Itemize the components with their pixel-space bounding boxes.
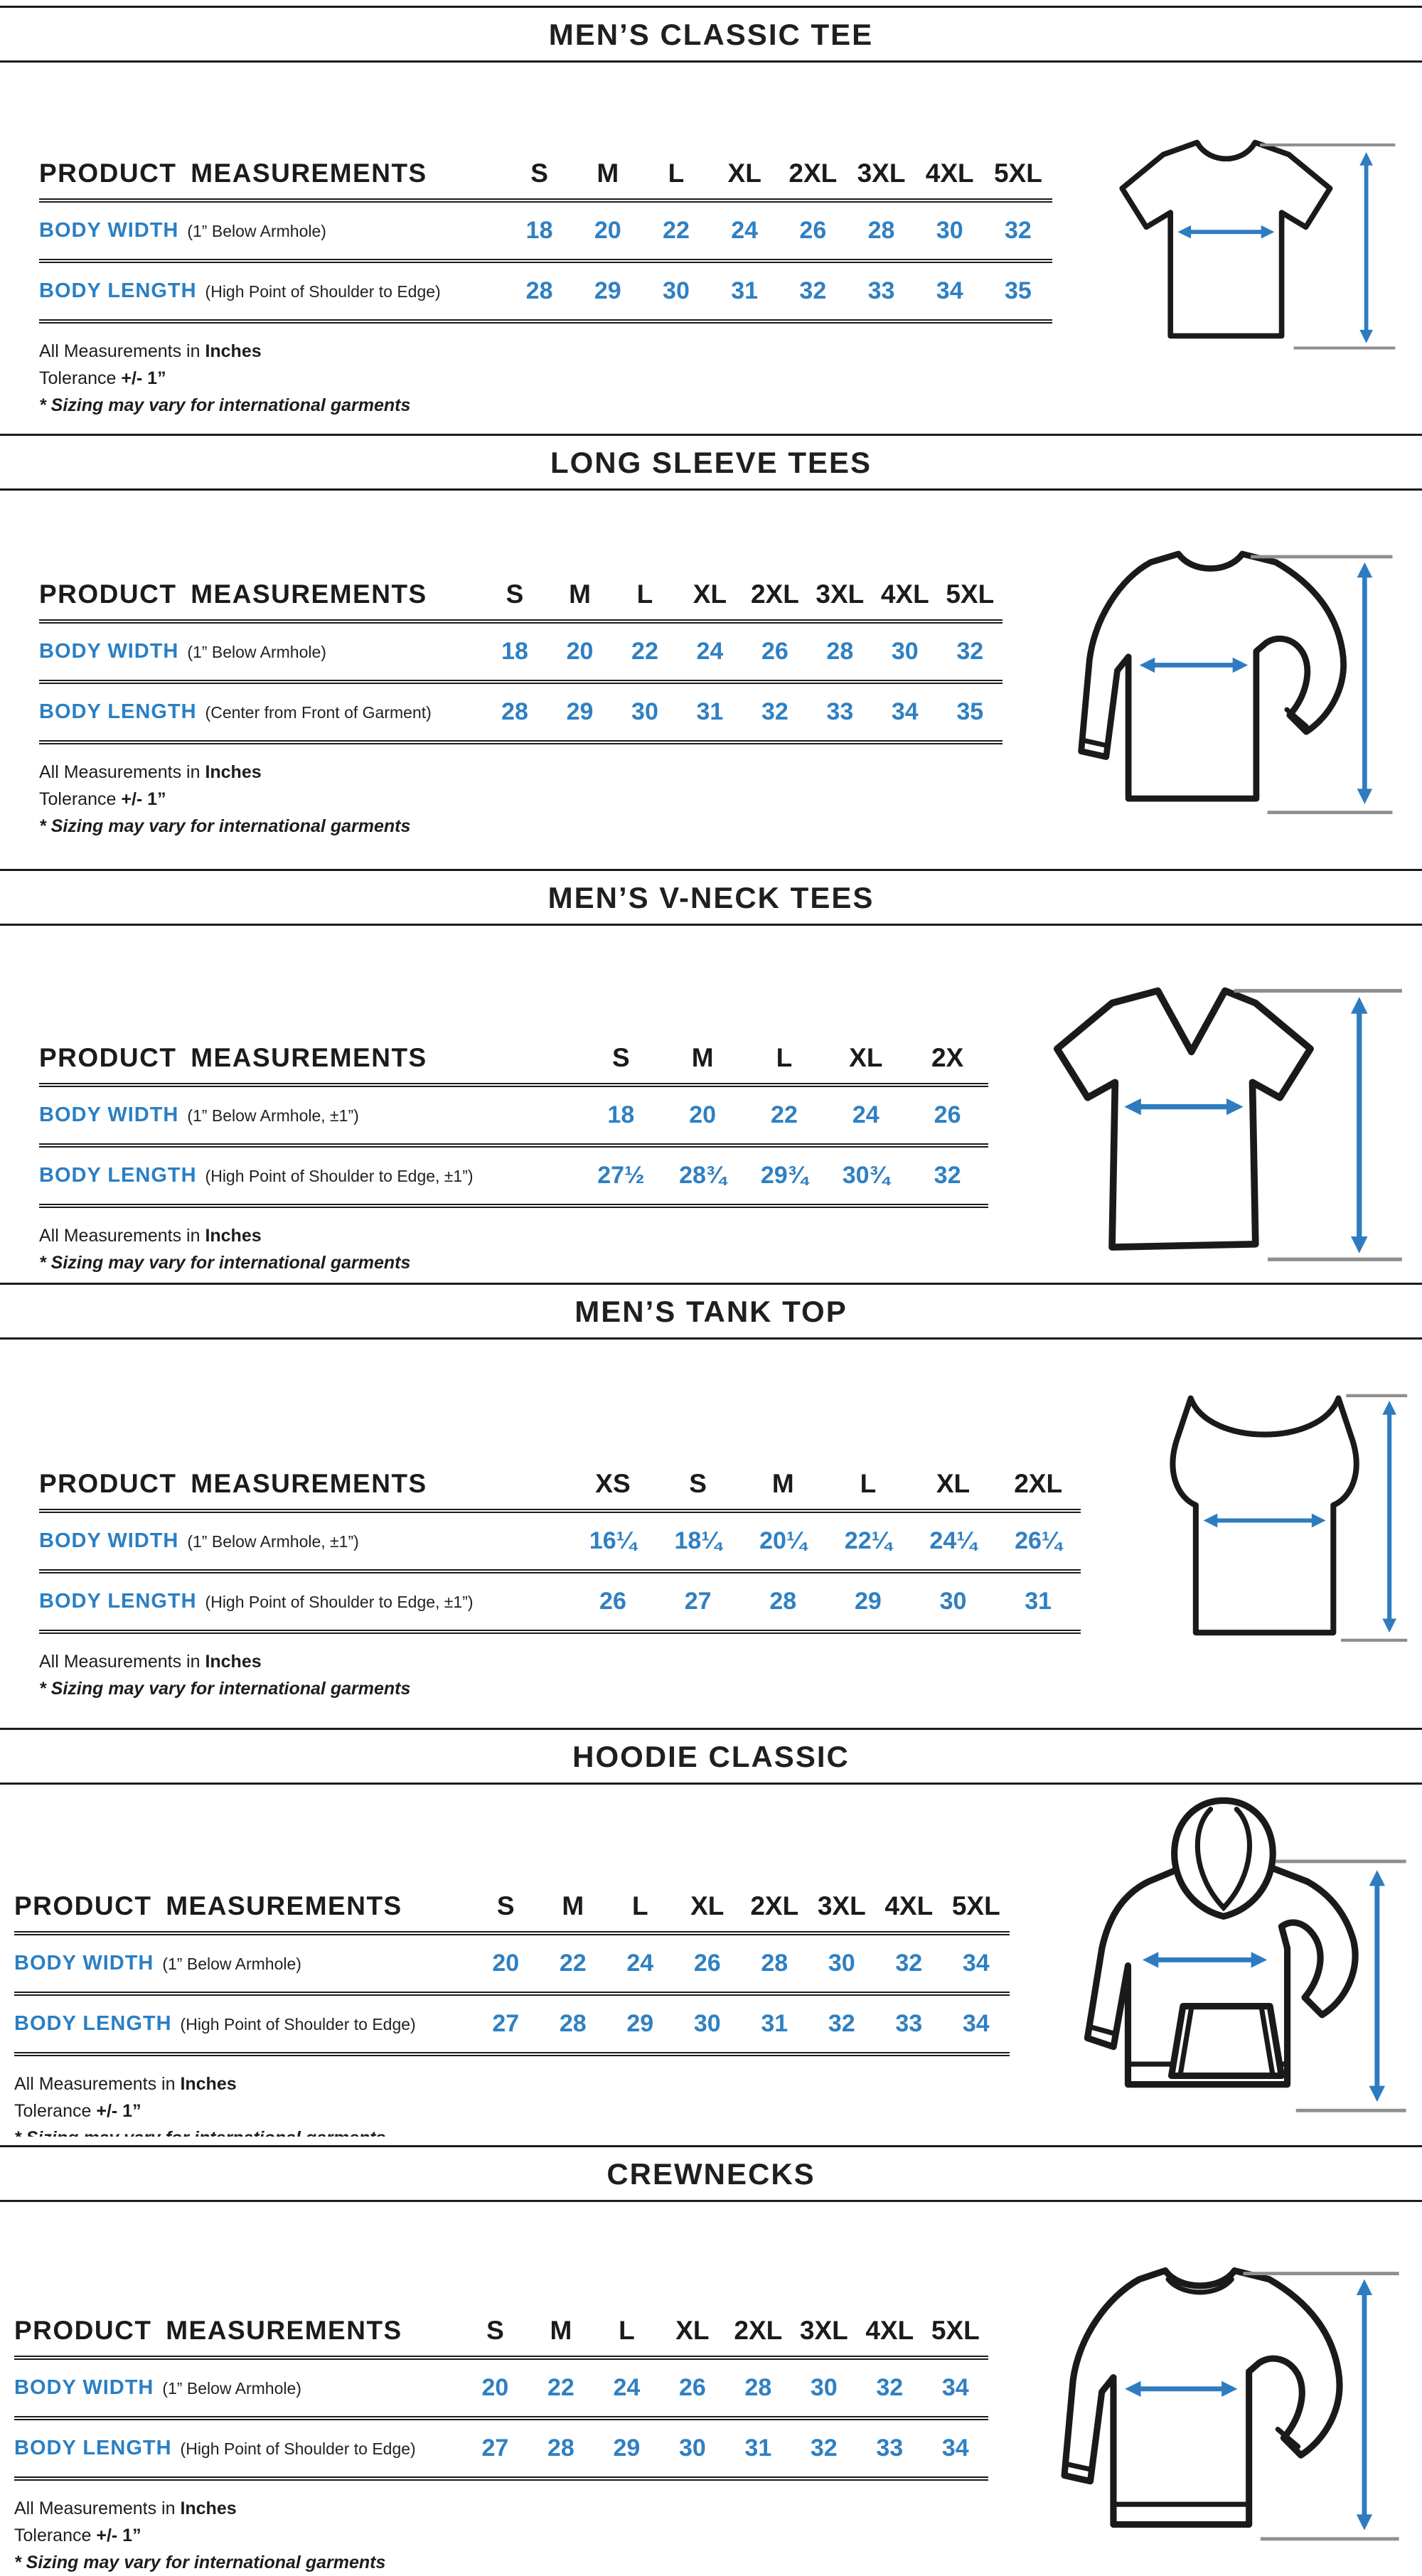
garment-illustration-vneck — [1017, 954, 1415, 1278]
garment-illustration-tank — [1109, 1377, 1415, 1664]
footnote-bold-text: Inches — [180, 2498, 237, 2518]
row-note: (High Point of Shoulder to Edge) — [180, 2439, 416, 2458]
section-mens-v-neck-tees — [0, 860, 1422, 1274]
illustration-area — [1081, 116, 1415, 361]
size-column-header: XL — [690, 1891, 725, 1920]
illustration-area — [1017, 2245, 1415, 2551]
measurement-value: 24 — [696, 638, 724, 665]
measurement-value: 16¼ — [589, 1527, 637, 1554]
footnotes — [39, 338, 1052, 419]
table-area — [14, 2309, 1017, 2576]
section-title: MEN’S V-NECK TEES — [547, 881, 875, 914]
section-title: MEN’S TANK TOP — [574, 1295, 848, 1328]
size-column-header: 2XL — [750, 1891, 799, 1920]
measurement-value: 32 — [1004, 217, 1032, 244]
footnotes — [39, 759, 1003, 840]
measurement-value: 34 — [962, 1950, 990, 1977]
footnote-sizing-note: * Sizing may vary for international garments — [39, 395, 411, 415]
garment-outline — [1057, 991, 1310, 1248]
row-note: (1” Below Armhole, ±1”) — [187, 1106, 359, 1125]
footnote-text: All Measurements in — [39, 341, 205, 361]
measurement-value: 28 — [867, 217, 895, 244]
table-header-label: PRODUCT MEASUREMENTS — [39, 1469, 427, 1498]
size-column-header: S — [530, 159, 548, 188]
size-column-header: M — [550, 2316, 572, 2345]
measurement-value: 35 — [956, 698, 984, 725]
size-column-header: 2XL — [1014, 1469, 1063, 1498]
size-column-header: 2XL — [750, 579, 799, 609]
size-column-header: XL — [727, 159, 761, 188]
size-column-header: 5XL — [931, 2316, 980, 2345]
measurement-value: 29 — [566, 698, 594, 725]
section-title: MEN’S CLASSIC TEE — [548, 18, 874, 51]
garment-illustration-crewneck — [1017, 2245, 1415, 2548]
footnote-bold-text: +/- 1” — [96, 2101, 141, 2121]
measurement-value: 31 — [1025, 1588, 1052, 1615]
measurement-value: 32 — [810, 2435, 838, 2462]
garment-outline — [1064, 2271, 1340, 2525]
measurement-value: 28 — [826, 638, 854, 665]
size-column-header: XL — [693, 579, 727, 609]
size-column-header: 3XL — [857, 159, 906, 188]
measurements-table — [39, 151, 1052, 324]
measurement-value: 22 — [631, 638, 658, 665]
measurement-value: 26 — [678, 2374, 706, 2401]
measurement-value: 18¼ — [674, 1527, 722, 1554]
row-label: BODY WIDTH — [14, 1952, 154, 1974]
row-label: BODY LENGTH — [39, 1164, 197, 1187]
section-mens-classic-tee — [0, 0, 1422, 425]
size-column-header: L — [636, 579, 653, 609]
row-note: (High Point of Shoulder to Edge, ±1”) — [205, 1167, 474, 1185]
illustration-area — [1031, 526, 1415, 835]
row-note: (1” Below Armhole) — [162, 2379, 301, 2398]
garment-illustration-longsleeve — [1031, 526, 1415, 832]
measurements-table — [14, 1884, 1010, 2056]
measurement-value: 34 — [962, 2010, 990, 2037]
table-row-label-cell — [14, 2362, 462, 2414]
garment-illustration-tee — [1081, 116, 1415, 358]
hood-outline — [1175, 1800, 1273, 1916]
footnote-text: All Measurements in — [14, 2074, 181, 2094]
body-length-arrow-icon — [1369, 1870, 1385, 2102]
footnote-bold-text: Inches — [205, 762, 262, 782]
row-label: BODY WIDTH — [39, 640, 179, 663]
measurement-value: 26 — [761, 638, 788, 665]
measurement-value: 22 — [663, 217, 690, 244]
measurements-table — [14, 2309, 988, 2481]
footnote-sizing-note: * Sizing may vary for international garments — [39, 1253, 411, 1273]
table-header-label: PRODUCT MEASUREMENTS — [39, 579, 427, 609]
measurement-value: 26 — [934, 1101, 961, 1128]
measurement-value: 32 — [895, 1950, 923, 1977]
measurement-value: 33 — [895, 2010, 923, 2037]
footnote-text: Tolerance — [39, 789, 122, 809]
measurement-value: 20¼ — [759, 1527, 807, 1554]
table-area — [14, 1884, 1038, 2152]
table-header-label: PRODUCT MEASUREMENTS — [14, 1891, 402, 1920]
size-column-header: S — [496, 1891, 515, 1920]
footnote-text: All Measurements in — [39, 1652, 205, 1672]
measurement-value: 34 — [941, 2374, 969, 2401]
measurement-value: 32 — [799, 277, 827, 304]
section-hoodie-classic — [0, 1719, 1422, 2137]
measurements-table — [39, 572, 1003, 744]
measurements-table — [39, 1036, 988, 1208]
footnote-line — [39, 1222, 988, 1249]
section-title: HOODIE CLASSIC — [572, 1740, 850, 1773]
section-content — [0, 1785, 1422, 2152]
size-column-header: M — [771, 1469, 794, 1498]
row-note: (1” Below Armhole) — [162, 1955, 301, 1973]
size-column-header: 2X — [931, 1043, 964, 1072]
size-column-header: 5XL — [951, 1891, 1000, 1920]
size-column-header: XL — [675, 2316, 710, 2345]
footnote-sizing-note: * Sizing may vary for international garments — [39, 816, 411, 836]
row-divider — [39, 319, 1052, 324]
table-row-label-cell — [14, 2422, 462, 2474]
size-column-header: L — [776, 1043, 793, 1072]
table-header-label: PRODUCT MEASUREMENTS — [14, 2316, 402, 2345]
measurement-value: 30 — [810, 2374, 838, 2401]
row-label: BODY WIDTH — [39, 1103, 179, 1126]
size-column-header: L — [860, 1469, 877, 1498]
section-crewnecks — [0, 2137, 1422, 2572]
row-label: BODY LENGTH — [39, 1590, 197, 1613]
measurement-value: 18 — [607, 1101, 635, 1128]
footnote-line — [14, 2495, 988, 2522]
row-label: BODY LENGTH — [39, 279, 197, 302]
measurement-value: 20 — [481, 2374, 509, 2401]
size-column-header: S — [689, 1469, 707, 1498]
measurement-value: 24 — [852, 1101, 880, 1128]
table-row-label-cell — [39, 1576, 570, 1628]
section-title: CREWNECKS — [606, 2157, 816, 2191]
size-column-header: M — [569, 579, 591, 609]
size-column-header: 4XL — [925, 159, 974, 188]
body-length-arrow-icon — [1357, 562, 1373, 804]
row-note: (1” Below Armhole) — [187, 222, 326, 240]
measurement-value: 30 — [828, 1950, 855, 1977]
footnotes — [39, 1648, 1081, 1702]
table-row-label-cell — [39, 1150, 580, 1202]
body-length-arrow-icon — [1382, 1401, 1396, 1632]
table-row-label-cell — [39, 686, 482, 738]
illustration-area — [1109, 1377, 1415, 1668]
footnote-sizing-note: * Sizing may vary for international garments — [39, 1679, 411, 1699]
measurement-value: 20 — [594, 217, 621, 244]
measurement-value: 32 — [876, 2374, 904, 2401]
measurement-value: 29 — [613, 2435, 641, 2462]
table-header-label: PRODUCT MEASUREMENTS — [39, 1043, 427, 1072]
section-mens-tank-top — [0, 1274, 1422, 1719]
measurement-value: 30 — [693, 2010, 721, 2037]
row-note: (High Point of Shoulder to Edge, ±1”) — [205, 1593, 474, 1611]
size-column-header: 2XL — [734, 2316, 783, 2345]
garment-illustration-hoodie — [1038, 1786, 1415, 2138]
row-label: BODY LENGTH — [14, 2012, 172, 2035]
section-content — [0, 926, 1422, 1281]
row-note: (1” Below Armhole) — [187, 643, 326, 661]
table-area — [39, 151, 1081, 419]
measurement-value: 30 — [678, 2435, 706, 2462]
measurement-value: 24¼ — [929, 1527, 977, 1554]
measurement-value: 34 — [891, 698, 919, 725]
footnote-text: All Measurements in — [14, 2498, 181, 2518]
row-label: BODY WIDTH — [14, 2376, 154, 2399]
footnote-sizing-note: * Sizing may vary for international garments — [14, 2553, 386, 2572]
footnote-bold-text: Inches — [205, 1226, 262, 1246]
footnote-text: All Measurements in — [39, 762, 205, 782]
illustration-area — [1017, 954, 1415, 1281]
size-column-header: L — [631, 1891, 648, 1920]
measurement-value: 28 — [525, 277, 553, 304]
measurement-value: 32 — [828, 2010, 855, 2037]
measurement-value: 22 — [771, 1101, 798, 1128]
measurement-value: 24 — [731, 217, 759, 244]
footnote-text: All Measurements in — [39, 1226, 205, 1246]
measurement-value: 27 — [684, 1588, 712, 1615]
body-length-arrow-icon — [1351, 997, 1368, 1254]
measurement-value: 22¼ — [844, 1527, 892, 1554]
measurement-value: 30 — [939, 1588, 967, 1615]
footnote-line — [39, 338, 1052, 365]
measurement-value: 27½ — [597, 1162, 645, 1189]
table-row-label-cell — [39, 1089, 580, 1141]
measurement-value: 32 — [934, 1162, 961, 1189]
footnote-line — [39, 759, 1003, 786]
body-length-arrow-icon — [1357, 2280, 1372, 2530]
measurement-value: 31 — [696, 698, 724, 725]
section-long-sleeve-tees — [0, 425, 1422, 860]
row-label: BODY LENGTH — [14, 2437, 172, 2459]
footnote-bold-text: Inches — [180, 2074, 237, 2094]
footnote-line — [39, 365, 1052, 392]
row-divider — [39, 1630, 1081, 1634]
measurement-value: 22 — [559, 1950, 587, 1977]
measurement-value: 29 — [626, 2010, 654, 2037]
measurement-value: 34 — [941, 2435, 969, 2462]
footnote-bold-text: +/- 1” — [121, 368, 166, 388]
table-row-label-cell — [14, 1998, 472, 2050]
illustration-area — [1038, 1786, 1415, 2142]
section-content — [0, 63, 1422, 419]
measurement-value: 28 — [559, 2010, 587, 2037]
row-note: (High Point of Shoulder to Edge) — [205, 282, 441, 301]
size-column-header: 3XL — [817, 1891, 866, 1920]
size-column-header: 3XL — [816, 579, 865, 609]
measurement-value: 26 — [693, 1950, 721, 1977]
measurement-value: 28 — [501, 698, 528, 725]
measurement-value: 30 — [891, 638, 919, 665]
footnote-text: Tolerance — [39, 368, 122, 388]
measurement-value: 28 — [744, 2374, 772, 2401]
footnote-text: Tolerance — [14, 2526, 97, 2545]
measurements-table — [39, 1462, 1081, 1634]
measurement-value: 32 — [761, 698, 788, 725]
measurement-value: 18 — [525, 217, 553, 244]
section-content — [0, 2202, 1422, 2576]
size-column-header: XL — [849, 1043, 883, 1072]
table-row-label-cell — [39, 1515, 570, 1567]
measurement-value: 30 — [631, 698, 658, 725]
size-column-header: L — [619, 2316, 635, 2345]
measurement-value: 28 — [547, 2435, 574, 2462]
table-row-label-cell — [14, 1938, 472, 1989]
row-note: (High Point of Shoulder to Edge) — [180, 2015, 416, 2033]
footnote-line — [14, 2070, 1010, 2097]
measurement-value: 30¾ — [842, 1162, 889, 1189]
garment-outline — [1172, 1399, 1356, 1633]
measurement-value: 30 — [663, 277, 690, 304]
footnote-bold-text: +/- 1” — [96, 2526, 141, 2545]
body-length-arrow-icon — [1359, 152, 1373, 343]
garment-outline — [1081, 554, 1344, 798]
table-area — [39, 572, 1031, 840]
row-divider — [39, 740, 1003, 744]
table-row-label-cell — [39, 205, 506, 257]
size-column-header: XS — [595, 1469, 631, 1498]
size-column-header: M — [562, 1891, 584, 1920]
measurement-value: 32 — [956, 638, 984, 665]
footnote-line — [14, 2097, 1010, 2125]
measurement-value: 33 — [876, 2435, 904, 2462]
footnotes — [14, 2495, 988, 2576]
section-content — [0, 491, 1422, 840]
measurement-value: 35 — [1004, 277, 1032, 304]
measurement-value: 33 — [826, 698, 854, 725]
garment-outline — [1122, 142, 1330, 336]
row-note: (Center from Front of Garment) — [205, 703, 432, 722]
measurement-value: 31 — [744, 2435, 772, 2462]
measurement-value: 29 — [594, 277, 621, 304]
size-column-header: M — [691, 1043, 714, 1072]
row-note: (1” Below Armhole, ±1”) — [187, 1532, 359, 1551]
footnote-bold-text: +/- 1” — [121, 789, 166, 809]
measurement-value: 33 — [867, 277, 895, 304]
measurement-value: 31 — [731, 277, 759, 304]
footnotes — [39, 1222, 988, 1276]
measurement-value: 34 — [936, 277, 963, 304]
measurement-value: 24 — [613, 2374, 641, 2401]
table-area — [39, 1036, 1017, 1276]
measurement-value: 30 — [936, 217, 963, 244]
size-column-header: XL — [936, 1469, 971, 1498]
measurement-value: 20 — [492, 1950, 520, 1977]
footnote-line — [14, 2522, 988, 2549]
measurement-value: 26¼ — [1015, 1527, 1062, 1554]
footnote-bold-text: Inches — [205, 341, 262, 361]
measurement-value: 31 — [761, 2010, 788, 2037]
measurement-value: 22 — [547, 2374, 574, 2401]
measurement-value: 26 — [799, 217, 827, 244]
table-row-label-cell — [39, 265, 506, 317]
measurement-value: 27 — [492, 2010, 520, 2037]
size-column-header: 5XL — [946, 579, 995, 609]
size-column-header: 3XL — [799, 2316, 848, 2345]
size-column-header: 4XL — [880, 579, 929, 609]
measurement-value: 28 — [769, 1588, 797, 1615]
measurement-value: 27 — [481, 2435, 509, 2462]
row-label: BODY LENGTH — [39, 700, 197, 723]
size-column-header: 4XL — [865, 2316, 914, 2345]
table-row-label-cell — [39, 626, 482, 678]
footnote-text: Tolerance — [14, 2101, 97, 2121]
row-divider — [39, 1204, 988, 1208]
size-column-header: S — [506, 579, 524, 609]
size-column-header: 5XL — [993, 159, 1042, 188]
footnote-line — [39, 786, 1003, 813]
size-column-header: S — [612, 1043, 630, 1072]
section-content — [0, 1340, 1422, 1702]
row-divider — [14, 2476, 988, 2481]
size-column-header: L — [668, 159, 685, 188]
measurement-value: 26 — [599, 1588, 626, 1615]
measurement-value: 29 — [854, 1588, 882, 1615]
table-area — [39, 1462, 1109, 1702]
section-title: LONG SLEEVE TEES — [550, 446, 872, 479]
footnote-bold-text: Inches — [205, 1652, 262, 1672]
measurement-value: 29¾ — [760, 1162, 808, 1189]
size-column-header: M — [597, 159, 619, 188]
row-label: BODY WIDTH — [39, 219, 179, 242]
size-column-header: S — [486, 2316, 504, 2345]
size-column-header: 4XL — [884, 1891, 934, 1920]
row-divider — [14, 2052, 1010, 2056]
measurement-value: 28 — [761, 1950, 788, 1977]
measurement-value: 28¾ — [679, 1162, 727, 1189]
measurement-value: 20 — [566, 638, 594, 665]
size-column-header: 2XL — [788, 159, 838, 188]
measurement-value: 18 — [501, 638, 528, 665]
measurement-value: 20 — [689, 1101, 717, 1128]
footnote-line — [39, 1648, 1081, 1675]
row-label: BODY WIDTH — [39, 1529, 179, 1552]
measurement-value: 24 — [626, 1950, 654, 1977]
table-header-label: PRODUCT MEASUREMENTS — [39, 159, 427, 188]
